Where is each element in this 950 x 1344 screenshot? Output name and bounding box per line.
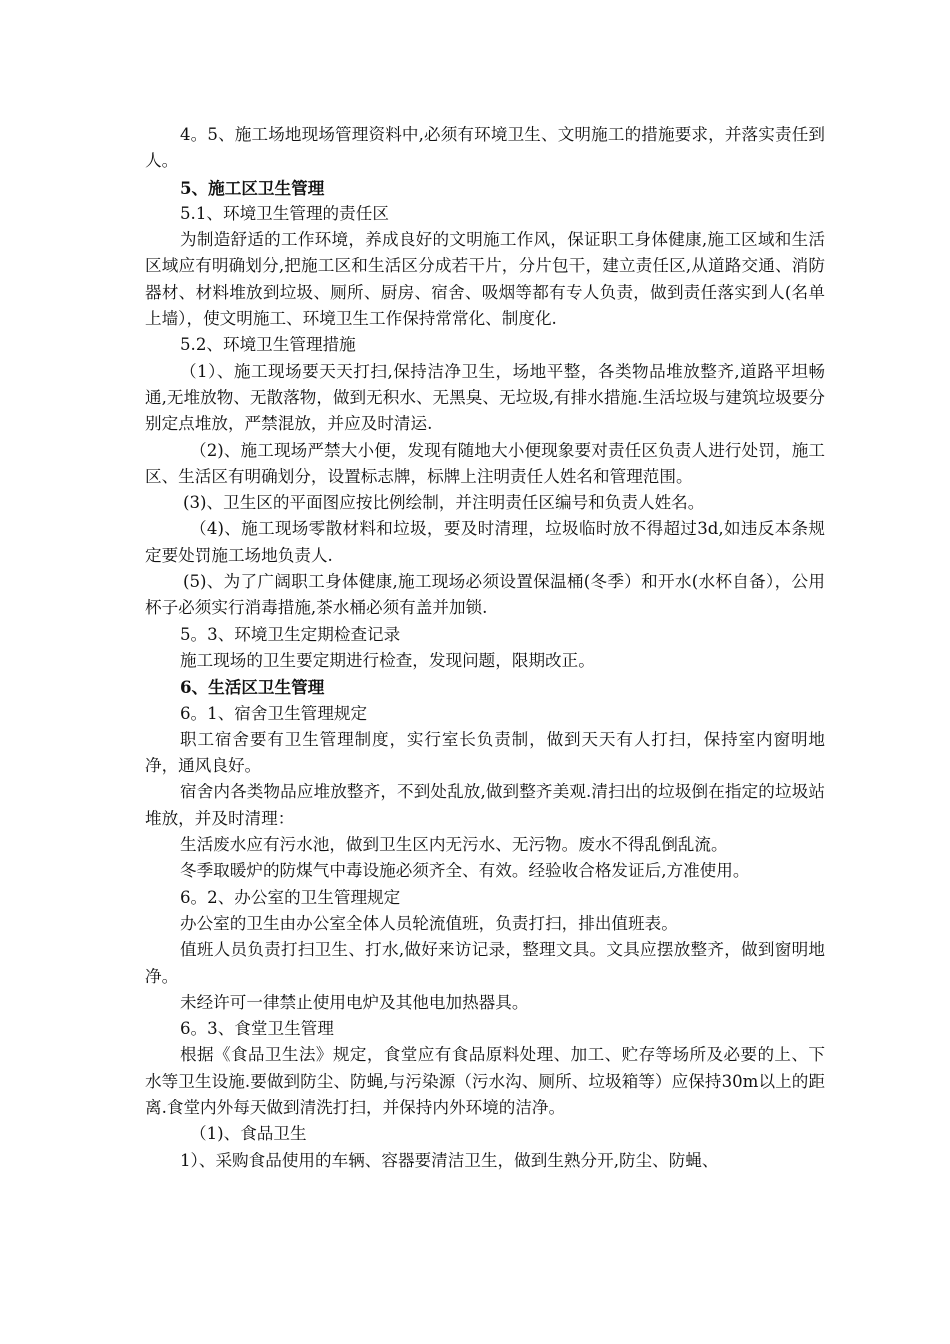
subheading-5-2: 5.2、环境卫生管理措施 — [180, 335, 356, 355]
paragraph-5-2-item-1: （1）、施工现场要天天打扫,保持洁净卫生，场地平整，各类物品堆放整齐,道路平坦畅通,无堆放物、无散落物，做到无积水、无黑臭、无垃圾,有排水措施.生活垃圾与建筑垃圾要分别定点堆放，严禁混放，并应及时清运. — [145, 361, 825, 434]
paragraph-6-3-body: 根据《食品卫生法》规定，食堂应有食品原料处理、加工、贮存等场所及必要的上、下水等卫生设施.要做到防尘、防蝇,与污染源（污水沟、厕所、垃圾箱等）应保持30m以上的距离.食堂内外每天做到清洗打扫，并保持内外环境的洁净。 — [145, 1045, 825, 1117]
subheading-6-2: 6。2、办公室的卫生管理规定 — [180, 887, 401, 907]
subheading-5-3: 5。3、环境卫生定期检查记录 — [180, 624, 401, 644]
paragraph-6-1-body-2: 宿舍内各类物品应堆放整齐，不到处乱放,做到整齐美观.清扫出的垃圾倒在指定的垃圾站堆放，并及时清理： — [145, 782, 825, 828]
paragraph-5-3-body: 施工现场的卫生要定期进行检查，发现问题，限期改正。 — [180, 650, 595, 670]
subheading-food-hygiene: （1)、食品卫生 — [190, 1124, 307, 1144]
paragraph-5-2-item-3: (3)、卫生区的平面图应按比例绘制，并注明责任区编号和负责人姓名。 — [183, 493, 705, 513]
paragraph-5-2-item-5: (5)、为了广阔职工身体健康,施工现场必须设置保温桶(冬季）和开水(水杯自备），公用杯子必须实行消毒措施,茶水桶必须有盖并加锁. — [145, 572, 825, 618]
paragraph-5-2-item-4: （4)、施工现场零散材料和垃圾，要及时清理，垃圾临时放不得超过3d,如违反本条规定要处罚施工场地负责人. — [145, 519, 825, 565]
subheading-5-1: 5.1、环境卫生管理的责任区 — [180, 203, 389, 223]
paragraph-6-2-body-2: 值班人员负责打扫卫生、打水,做好来访记录，整理文具。文具应摆放整齐，做到窗明地净。 — [145, 940, 825, 986]
heading-section-5: 5、施工区卫生管理 — [180, 177, 325, 198]
paragraph-6-1-body-4: 冬季取暖炉的防煤气中毒设施必须齐全、有效。经验收合格发证后,方准使用。 — [180, 861, 750, 881]
paragraph-5-2-item-2: （2)、施工现场严禁大小便，发现有随地大小便现象要对责任区负责人进行处罚，施工区、生活区有明确划分，设置标志牌，标牌上注明责任人姓名和管理范围。 — [145, 440, 825, 486]
paragraph-6-2-body-1: 办公室的卫生由办公室全体人员轮流值班，负责打扫，排出值班表。 — [180, 913, 678, 933]
paragraph-6-1-body-1: 职工宿舍要有卫生管理制度，实行室长负责制，做到天天有人打扫，保持室内窗明地净，通风良好。 — [145, 729, 825, 776]
paragraph-food-hygiene-1: 1）、采购食品使用的车辆、容器要清洁卫生，做到生熟分开,防尘、防蝇、 — [180, 1150, 719, 1170]
heading-section-6: 6、生活区卫生管理 — [180, 677, 325, 698]
paragraph-5-1-body: 为制造舒适的工作环境，养成良好的文明施工作风，保证职工身体健康,施工区域和生活区域应有明确划分,把施工区和生活区分成若干片，分片包干，建立责任区,从道路交通、消防器材、材料堆放到垃圾、厕所、厨房、宿舍、吸烟等都有专人负责，做到责任落实到人(名单上墙），使文明施工、环境卫生工作保持常常化、制度化. — [145, 230, 825, 329]
subheading-6-1: 6。1、宿舍卫生管理规定 — [180, 703, 368, 723]
document-page — [145, 122, 825, 1174]
paragraph-6-2-body-3: 未经许可一律禁止使用电炉及其他电加热器具。 — [180, 992, 529, 1012]
paragraph-4-5: 4。5、施工场地现场管理资料中,必须有环境卫生、文明施工的措施要求，并落实责任到人。 — [145, 125, 825, 171]
subheading-6-3: 6。3、食堂卫生管理 — [180, 1019, 334, 1039]
paragraph-6-1-body-3: 生活废水应有污水池，做到卫生区内无污水、无污物。废水不得乱倒乱流。 — [180, 835, 728, 855]
